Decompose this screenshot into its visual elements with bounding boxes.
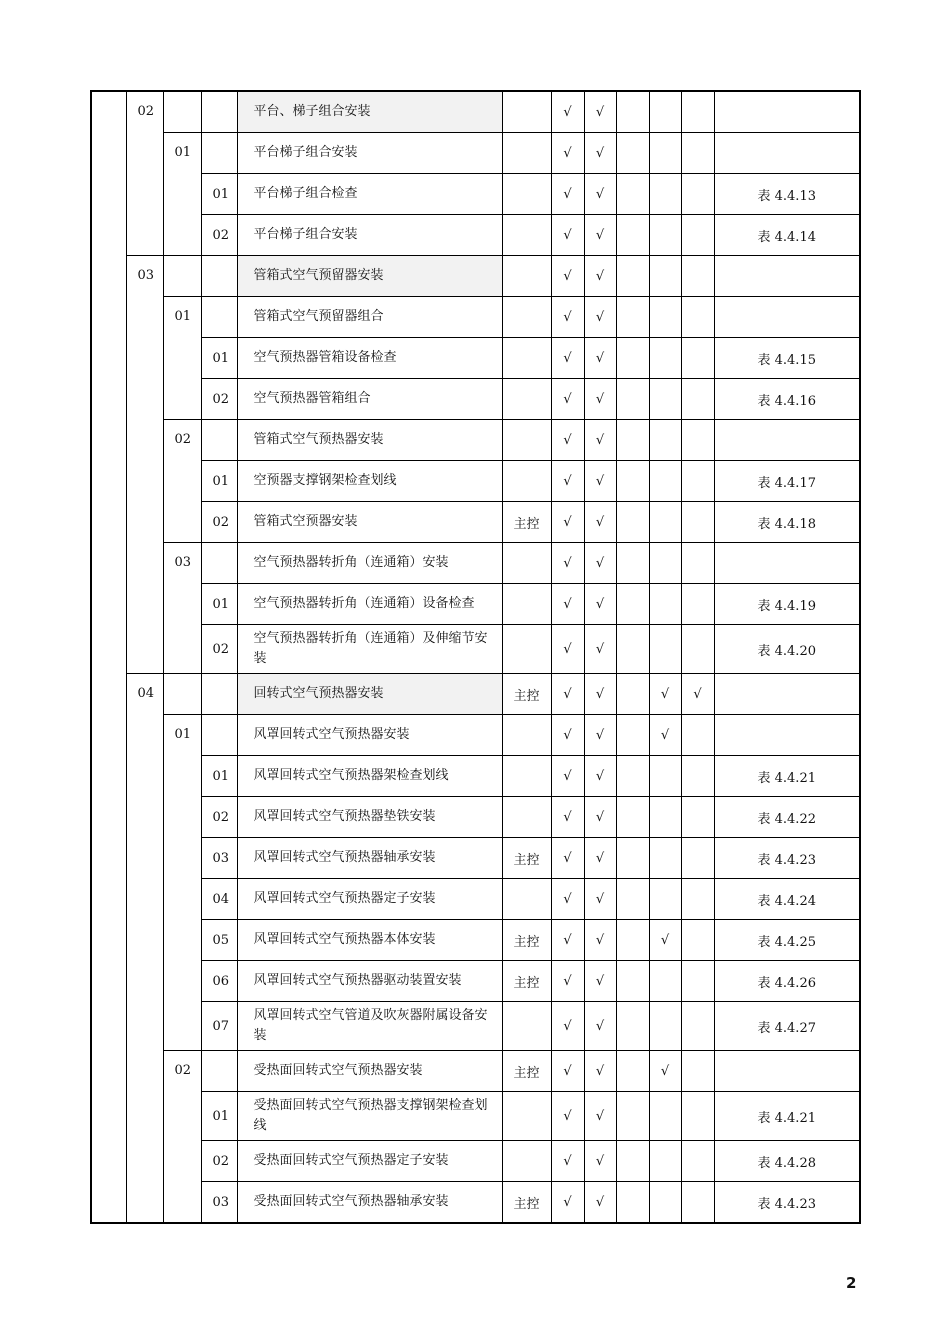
item-name-cell: 平台梯子组合安装 — [237, 133, 502, 174]
form-reference-cell — [714, 1051, 860, 1092]
check-mark-cell: √ — [584, 1002, 616, 1051]
check-mark-cell: √ — [584, 379, 616, 420]
form-reference-cell: 表 4.4.15 — [714, 338, 860, 379]
inspection-type-cell: 主控 — [502, 961, 551, 1002]
table-row — [91, 174, 860, 215]
table-row — [91, 838, 860, 879]
check-mark-cell — [649, 1092, 681, 1141]
table-row — [91, 297, 860, 338]
check-mark-cell — [681, 379, 714, 420]
check-mark-cell — [616, 1002, 649, 1051]
inspection-type-cell — [502, 133, 551, 174]
check-mark-cell: √ — [584, 961, 616, 1002]
sub-unit-code-cell — [163, 133, 201, 256]
table-row — [91, 797, 860, 838]
sub-unit-code-cell — [163, 91, 201, 133]
table-row — [91, 1092, 860, 1141]
check-mark-cell: √ — [551, 674, 584, 715]
table-row — [91, 133, 860, 174]
item-code-cell: 01 — [201, 584, 237, 625]
check-mark-cell — [649, 174, 681, 215]
check-mark-cell — [616, 379, 649, 420]
check-mark-cell — [649, 961, 681, 1002]
form-reference-cell: 表 4.4.13 — [714, 174, 860, 215]
check-mark-cell — [681, 1051, 714, 1092]
inspection-type-cell — [502, 174, 551, 215]
inspection-type-cell — [502, 584, 551, 625]
table-row — [91, 715, 860, 756]
check-mark-cell: √ — [584, 797, 616, 838]
check-mark-cell: √ — [551, 797, 584, 838]
item-name-cell: 风罩回转式空气预热器垫铁安装 — [237, 797, 502, 838]
check-mark-cell — [616, 420, 649, 461]
check-mark-cell — [649, 256, 681, 297]
table-row — [91, 1002, 860, 1051]
check-mark-cell: √ — [551, 1051, 584, 1092]
item-name-cell: 风罩回转式空气管道及吹灰器附属设备安装 — [237, 1002, 502, 1051]
item-name-cell: 受热面回转式空气预热器轴承安装 — [237, 1182, 502, 1224]
form-reference-cell: 表 4.4.24 — [714, 879, 860, 920]
item-code-cell: 01 — [201, 1092, 237, 1141]
check-mark-cell — [616, 91, 649, 133]
check-mark-cell — [649, 297, 681, 338]
check-mark-cell: √ — [584, 338, 616, 379]
check-mark-cell — [616, 879, 649, 920]
item-name-cell: 管箱式空气预留器组合 — [237, 297, 502, 338]
item-code-cell: 02 — [201, 1141, 237, 1182]
inspection-type-cell — [502, 91, 551, 133]
check-mark-cell — [616, 256, 649, 297]
check-mark-cell — [681, 256, 714, 297]
item-name-cell: 管箱式空预器安装 — [237, 502, 502, 543]
item-name-cell: 受热面回转式空气预热器安装 — [237, 1051, 502, 1092]
check-mark-cell — [681, 1182, 714, 1224]
form-reference-cell: 表 4.4.23 — [714, 838, 860, 879]
check-mark-cell: √ — [584, 461, 616, 502]
item-code-cell — [201, 674, 237, 715]
check-mark-cell — [681, 625, 714, 674]
form-reference-cell — [714, 420, 860, 461]
check-mark-cell — [681, 215, 714, 256]
check-mark-cell — [616, 133, 649, 174]
sub-unit-code: 01 — [174, 727, 192, 742]
check-mark-cell — [649, 1182, 681, 1224]
inspection-type-cell: 主控 — [502, 1051, 551, 1092]
check-mark-cell — [681, 91, 714, 133]
check-mark-cell: √ — [584, 1182, 616, 1224]
check-mark-cell: √ — [551, 838, 584, 879]
check-mark-cell: √ — [584, 674, 616, 715]
item-code-cell: 02 — [201, 502, 237, 543]
sub-unit-code-cell — [163, 256, 201, 297]
check-mark-cell — [681, 543, 714, 584]
item-name-cell: 受热面回转式空气预热器定子安装 — [237, 1141, 502, 1182]
check-mark-cell: √ — [551, 1182, 584, 1224]
item-name-cell: 空气预热器管箱组合 — [237, 379, 502, 420]
check-mark-cell — [681, 174, 714, 215]
check-mark-cell: √ — [551, 543, 584, 584]
table-row — [91, 1141, 860, 1182]
check-mark-cell: √ — [551, 461, 584, 502]
check-mark-cell: √ — [584, 133, 616, 174]
item-code-cell: 01 — [201, 461, 237, 502]
table-row — [91, 756, 860, 797]
sub-unit-code: 02 — [174, 432, 192, 447]
item-code-cell: 01 — [201, 756, 237, 797]
form-reference-cell: 表 4.4.22 — [714, 797, 860, 838]
sub-unit-code: 02 — [174, 1063, 192, 1078]
item-name-cell: 平台梯子组合安装 — [237, 215, 502, 256]
check-mark-cell — [649, 879, 681, 920]
check-mark-cell: √ — [584, 215, 616, 256]
table-row — [91, 584, 860, 625]
check-mark-cell — [616, 1182, 649, 1224]
check-mark-cell: √ — [551, 338, 584, 379]
check-mark-cell — [616, 674, 649, 715]
item-code-cell — [201, 420, 237, 461]
item-name-cell: 风罩回转式空气预热器架检查划线 — [237, 756, 502, 797]
item-code-cell — [201, 256, 237, 297]
inspection-type-cell: 主控 — [502, 920, 551, 961]
check-mark-cell: √ — [649, 674, 681, 715]
inspection-type-cell — [502, 338, 551, 379]
item-name-cell: 空气预热器转折角（连通箱）及伸缩节安装 — [237, 625, 502, 674]
check-mark-cell: √ — [584, 297, 616, 338]
item-code-cell: 02 — [201, 797, 237, 838]
check-mark-cell — [649, 756, 681, 797]
check-mark-cell — [616, 1092, 649, 1141]
item-name-cell: 空气预热器转折角（连通箱）安装 — [237, 543, 502, 584]
item-code-cell: 03 — [201, 1182, 237, 1224]
check-mark-cell — [649, 461, 681, 502]
table-row — [91, 1182, 860, 1224]
item-name-cell: 风罩回转式空气预热器驱动装置安装 — [237, 961, 502, 1002]
unit-code-cell — [126, 256, 163, 674]
check-mark-cell: √ — [551, 91, 584, 133]
check-mark-cell: √ — [551, 920, 584, 961]
item-code-cell — [201, 297, 237, 338]
item-name-cell: 平台、梯子组合安装 — [237, 91, 502, 133]
item-code-cell: 02 — [201, 379, 237, 420]
check-mark-cell: √ — [551, 756, 584, 797]
check-mark-cell: √ — [649, 1051, 681, 1092]
sub-unit-code: 01 — [174, 145, 192, 160]
item-code-cell: 02 — [201, 625, 237, 674]
table-row — [91, 379, 860, 420]
check-mark-cell — [616, 1141, 649, 1182]
item-code-cell: 01 — [201, 338, 237, 379]
form-reference-cell — [714, 133, 860, 174]
check-mark-cell — [616, 215, 649, 256]
check-mark-cell: √ — [584, 256, 616, 297]
form-reference-cell: 表 4.4.19 — [714, 584, 860, 625]
check-mark-cell — [681, 133, 714, 174]
table-row — [91, 91, 860, 133]
inspection-type-cell — [502, 1002, 551, 1051]
unit-code-cell — [126, 91, 163, 256]
table-row — [91, 502, 860, 543]
check-mark-cell — [616, 797, 649, 838]
check-mark-cell — [681, 420, 714, 461]
form-reference-cell: 表 4.4.25 — [714, 920, 860, 961]
sub-unit-code-cell — [163, 543, 201, 674]
check-mark-cell: √ — [584, 715, 616, 756]
inspection-type-cell — [502, 543, 551, 584]
check-mark-cell — [616, 174, 649, 215]
check-mark-cell: √ — [551, 584, 584, 625]
check-mark-cell — [649, 379, 681, 420]
check-mark-cell — [681, 338, 714, 379]
check-mark-cell: √ — [551, 879, 584, 920]
check-mark-cell: √ — [584, 174, 616, 215]
check-mark-cell — [616, 625, 649, 674]
check-mark-cell — [616, 338, 649, 379]
check-mark-cell — [649, 1002, 681, 1051]
check-mark-cell — [649, 133, 681, 174]
table-row — [91, 215, 860, 256]
check-mark-cell — [616, 1051, 649, 1092]
table-row — [91, 461, 860, 502]
check-mark-cell — [649, 838, 681, 879]
check-mark-cell: √ — [551, 1092, 584, 1141]
check-mark-cell — [649, 1141, 681, 1182]
acceptance-division-table — [90, 90, 861, 1224]
check-mark-cell: √ — [584, 420, 616, 461]
table-row — [91, 543, 860, 584]
sub-unit-code-cell — [163, 715, 201, 1051]
inspection-type-cell — [502, 756, 551, 797]
check-mark-cell: √ — [584, 879, 616, 920]
check-mark-cell: √ — [551, 715, 584, 756]
check-mark-cell: √ — [551, 174, 584, 215]
inspection-type-cell: 主控 — [502, 1182, 551, 1224]
check-mark-cell — [649, 797, 681, 838]
form-reference-cell: 表 4.4.23 — [714, 1182, 860, 1224]
check-mark-cell — [681, 502, 714, 543]
sub-unit-code-cell — [163, 420, 201, 543]
item-name-cell: 风罩回转式空气预热器安装 — [237, 715, 502, 756]
item-code-cell: 02 — [201, 215, 237, 256]
check-mark-cell — [681, 879, 714, 920]
table-row — [91, 625, 860, 674]
item-name-cell: 风罩回转式空气预热器本体安装 — [237, 920, 502, 961]
item-name-cell: 空气预热器管箱设备检查 — [237, 338, 502, 379]
table-row — [91, 1051, 860, 1092]
item-code-cell: 01 — [201, 174, 237, 215]
check-mark-cell — [616, 715, 649, 756]
inspection-type-cell — [502, 461, 551, 502]
check-mark-cell — [649, 584, 681, 625]
item-code-cell — [201, 91, 237, 133]
check-mark-cell — [616, 756, 649, 797]
form-reference-cell: 表 4.4.26 — [714, 961, 860, 1002]
check-mark-cell — [616, 502, 649, 543]
inspection-type-cell — [502, 715, 551, 756]
check-mark-cell: √ — [649, 920, 681, 961]
check-mark-cell — [681, 756, 714, 797]
item-name-cell: 管箱式空气预留器安装 — [237, 256, 502, 297]
check-mark-cell: √ — [551, 133, 584, 174]
item-code-cell — [201, 133, 237, 174]
sub-unit-code-cell — [163, 297, 201, 420]
item-name-cell: 平台梯子组合检查 — [237, 174, 502, 215]
check-mark-cell — [681, 797, 714, 838]
unit-code: 04 — [137, 686, 155, 701]
item-name-cell: 管箱式空气预热器安装 — [237, 420, 502, 461]
form-reference-cell — [714, 543, 860, 584]
check-mark-cell — [616, 584, 649, 625]
inspection-type-cell — [502, 420, 551, 461]
table-row — [91, 879, 860, 920]
check-mark-cell — [681, 1141, 714, 1182]
form-reference-cell — [714, 91, 860, 133]
table-row — [91, 338, 860, 379]
table-row — [91, 961, 860, 1002]
item-code-cell — [201, 715, 237, 756]
unit-code: 02 — [137, 104, 155, 119]
check-mark-cell — [681, 715, 714, 756]
form-reference-cell: 表 4.4.21 — [714, 1092, 860, 1141]
item-name-cell: 回转式空气预热器安装 — [237, 674, 502, 715]
check-mark-cell: √ — [584, 625, 616, 674]
section-number-cell — [91, 91, 126, 1223]
item-code-cell — [201, 543, 237, 584]
item-name-cell: 风罩回转式空气预热器轴承安装 — [237, 838, 502, 879]
table-row — [91, 920, 860, 961]
check-mark-cell: √ — [584, 584, 616, 625]
unit-code-cell — [126, 674, 163, 1224]
form-reference-cell — [714, 256, 860, 297]
inspection-type-cell — [502, 625, 551, 674]
check-mark-cell — [681, 920, 714, 961]
item-code-cell: 05 — [201, 920, 237, 961]
item-name-cell: 空预器支撑钢架检查划线 — [237, 461, 502, 502]
check-mark-cell: √ — [551, 297, 584, 338]
form-reference-cell: 表 4.4.20 — [714, 625, 860, 674]
inspection-type-cell — [502, 215, 551, 256]
check-mark-cell: √ — [584, 543, 616, 584]
item-code-cell: 04 — [201, 879, 237, 920]
sub-unit-code: 01 — [174, 309, 192, 324]
check-mark-cell: √ — [551, 1002, 584, 1051]
form-reference-cell — [714, 674, 860, 715]
check-mark-cell: √ — [584, 1051, 616, 1092]
item-name-cell: 受热面回转式空气预热器支撑钢架检查划线 — [237, 1092, 502, 1141]
item-code-cell: 07 — [201, 1002, 237, 1051]
form-reference-cell: 表 4.4.21 — [714, 756, 860, 797]
table-row — [91, 256, 860, 297]
check-mark-cell: √ — [551, 215, 584, 256]
inspection-type-cell: 主控 — [502, 502, 551, 543]
item-code-cell — [201, 1051, 237, 1092]
check-mark-cell: √ — [551, 1141, 584, 1182]
form-reference-cell: 表 4.4.18 — [714, 502, 860, 543]
check-mark-cell — [681, 297, 714, 338]
sub-unit-code-cell — [163, 674, 201, 715]
check-mark-cell: √ — [584, 1141, 616, 1182]
table-body — [91, 91, 860, 1223]
page-number: 2 — [846, 1274, 857, 1292]
check-mark-cell: √ — [551, 502, 584, 543]
check-mark-cell — [649, 215, 681, 256]
check-mark-cell — [649, 543, 681, 584]
check-mark-cell: √ — [584, 91, 616, 133]
check-mark-cell: √ — [584, 502, 616, 543]
form-reference-cell: 表 4.4.27 — [714, 1002, 860, 1051]
check-mark-cell: √ — [551, 256, 584, 297]
check-mark-cell — [649, 625, 681, 674]
check-mark-cell — [681, 1092, 714, 1141]
item-name-cell: 空气预热器转折角（连通箱）设备检查 — [237, 584, 502, 625]
check-mark-cell — [649, 502, 681, 543]
check-mark-cell — [649, 338, 681, 379]
check-mark-cell — [616, 297, 649, 338]
inspection-type-cell — [502, 379, 551, 420]
item-code-cell: 06 — [201, 961, 237, 1002]
inspection-type-cell: 主控 — [502, 838, 551, 879]
form-reference-cell — [714, 715, 860, 756]
check-mark-cell — [649, 91, 681, 133]
inspection-type-cell — [502, 797, 551, 838]
inspection-type-cell: 主控 — [502, 674, 551, 715]
form-reference-cell — [714, 297, 860, 338]
check-mark-cell — [616, 961, 649, 1002]
unit-code: 03 — [137, 268, 155, 283]
form-reference-cell: 表 4.4.14 — [714, 215, 860, 256]
check-mark-cell — [681, 461, 714, 502]
form-reference-cell: 表 4.4.17 — [714, 461, 860, 502]
item-name-cell: 风罩回转式空气预热器定子安装 — [237, 879, 502, 920]
check-mark-cell — [681, 1002, 714, 1051]
check-mark-cell — [616, 461, 649, 502]
table-row — [91, 420, 860, 461]
check-mark-cell: √ — [551, 420, 584, 461]
inspection-type-cell — [502, 879, 551, 920]
item-code-cell: 03 — [201, 838, 237, 879]
check-mark-cell — [681, 838, 714, 879]
check-mark-cell — [681, 584, 714, 625]
inspection-type-cell — [502, 256, 551, 297]
inspection-type-cell — [502, 1141, 551, 1182]
table-row — [91, 674, 860, 715]
inspection-type-cell — [502, 297, 551, 338]
check-mark-cell: √ — [649, 715, 681, 756]
form-reference-cell: 表 4.4.16 — [714, 379, 860, 420]
form-reference-cell: 表 4.4.28 — [714, 1141, 860, 1182]
check-mark-cell: √ — [584, 838, 616, 879]
check-mark-cell: √ — [584, 1092, 616, 1141]
check-mark-cell: √ — [584, 756, 616, 797]
check-mark-cell: √ — [551, 379, 584, 420]
check-mark-cell — [616, 543, 649, 584]
check-mark-cell: √ — [551, 961, 584, 1002]
check-mark-cell — [616, 920, 649, 961]
check-mark-cell: √ — [551, 625, 584, 674]
sub-unit-code: 03 — [174, 555, 192, 570]
check-mark-cell — [649, 420, 681, 461]
inspection-type-cell — [502, 1092, 551, 1141]
check-mark-cell: √ — [584, 920, 616, 961]
sub-unit-code-cell — [163, 1051, 201, 1224]
check-mark-cell — [616, 838, 649, 879]
check-mark-cell — [681, 961, 714, 1002]
check-mark-cell: √ — [681, 674, 714, 715]
